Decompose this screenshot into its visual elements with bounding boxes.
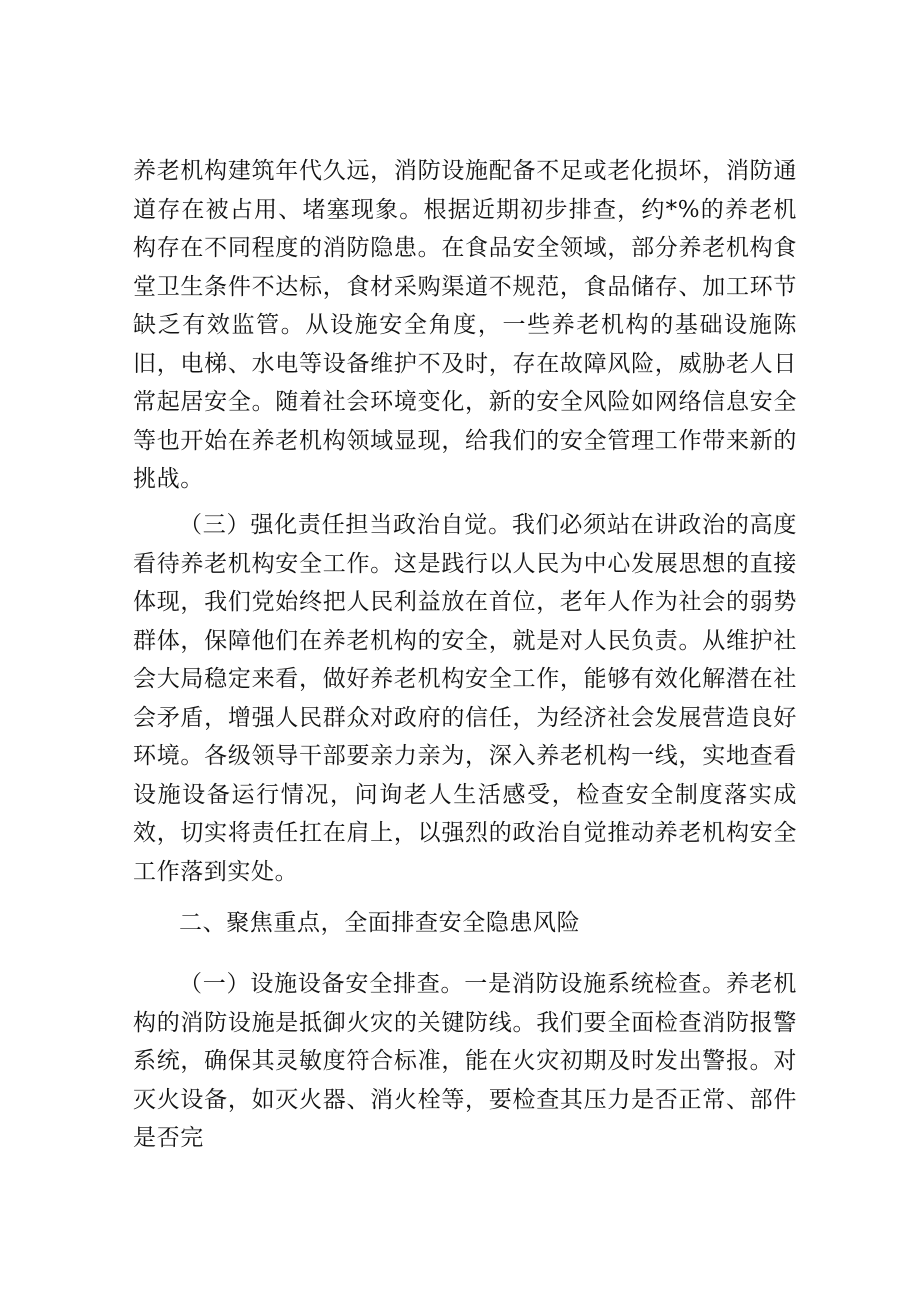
paragraph-facility-inspection: （一）设施设备安全排查。一是消防设施系统检查。养老机构的消防设施是抵御火灾的关键防线。我们要全面检查消防报警系统，确保其灵敏度符合标准，能在火灾初期及时发出警报。对灭火设备，如灭火器、消火栓等，要检查其压力是否正常、部件是否完 bbox=[133, 971, 797, 1151]
paragraph-political-responsibility: （三）强化责任担当政治自觉。我们必须站在讲政治的高度看待养老机构安全工作。这是践行以人民为中心发展思想的直接体现，我们党始终把人民利益放在首位，老年人作为社会的弱势群体，保障他们在养老机构的安全，就是对人民负责。从维护社会大局稳定来看，做好养老机构安全工作，能够有效化解潜在社会矛盾，增强人民群众对政府的信任，为经济社会发展营造良好环境。各级领导干部要亲力亲为，深入养老机构一线，实地查看设施设备运行情况，问询老人生活感受，检查安全制度落实成效，切实将责任扛在肩上，以强烈的政治自觉推动养老机构安全工作落到实处。 bbox=[133, 512, 797, 885]
section-heading-two: 二、聚焦重点，全面排查安全隐患风险 bbox=[179, 910, 581, 936]
paragraph-fire-food-facility-risks: 养老机构建筑年代久远，消防设施配备不足或老化损坏，消防通道存在被占用、堵塞现象。根据近期初步排查，约*%的养老机构存在不同程度的消防隐患。在食品安全领域，部分养老机构食堂卫生条件不达标，食材采购渠道不规范，食品储存、加工环节缺乏有效监管。从设施安全角度，一些养老机构的基础设施陈旧，电梯、水电等设备维护不及时，存在故障风险，威胁老人日常起居安全。随着社会环境变化，新的安全风险如网络信息安全等也开始在养老机构领域显现，给我们的安全管理工作带来新的挑战。 bbox=[133, 158, 797, 492]
